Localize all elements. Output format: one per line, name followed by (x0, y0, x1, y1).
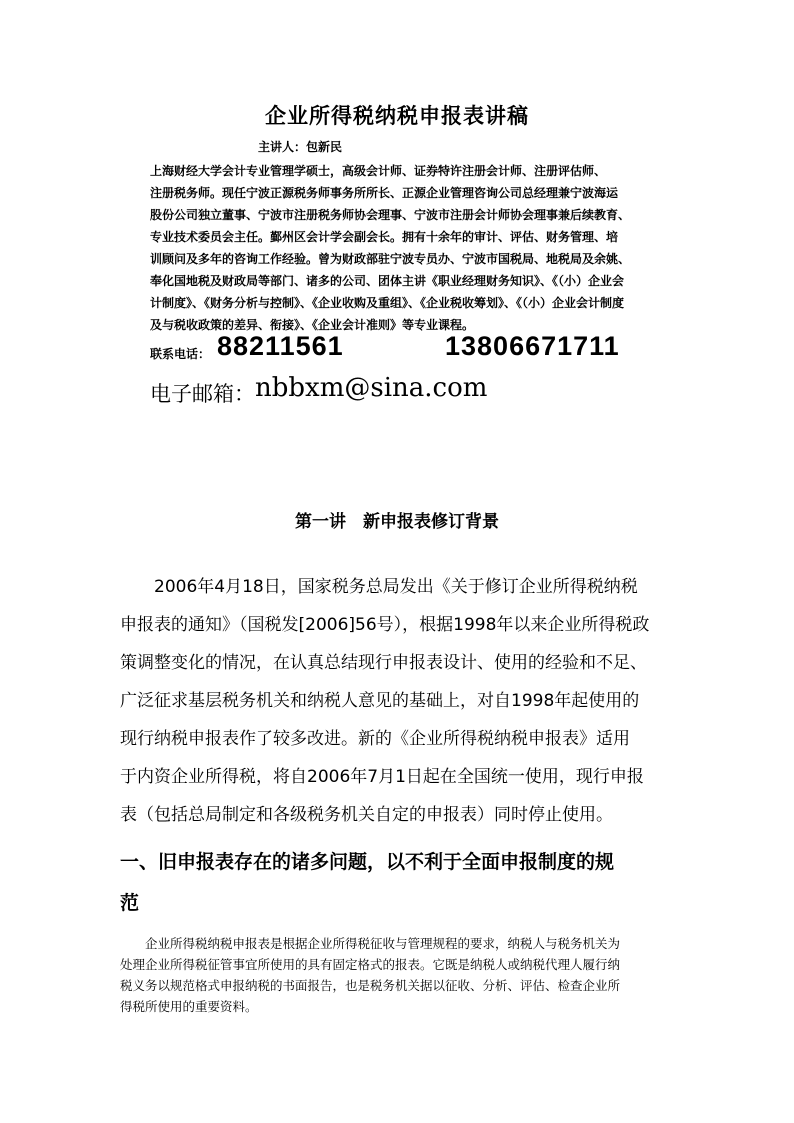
paragraph-line: 税义务以规范格式申报纳税的书面报告，也是税务机关据以征收、分析、评估、检查企业所 (120, 978, 621, 993)
bio-line: 注册税务师。现任宁波正源税务师事务所所长、正源企业管理咨询公司总经理兼宁波海运 (150, 186, 619, 200)
paragraph-line: 现行纳税申报表作了较多改进。新的《企业所得税纳税申报表》适用 (120, 729, 630, 749)
bio-line: 股份公司独立董事、宁波市注册税务师协会理事、宁波市注册会计师协会理事兼后续教育、 (150, 208, 631, 222)
section-heading: 第一讲 新申报表修订背景 (295, 512, 499, 532)
subsection-heading-line: 范 (120, 892, 140, 914)
document-title: 企业所得税纳税申报表讲稿 (265, 104, 529, 128)
email-label: 电子邮箱： (150, 382, 255, 406)
paragraph-line: 2006年4月18日，国家税务总局发出《关于修订企业所得税纳税 (120, 577, 638, 597)
bio-line: 计制度》、《财务分析与控制》、《企业收购及重组》、《企业税收筹划》、《（小）企业会计制度 (150, 296, 625, 310)
bio-line: 上海财经大学会计专业管理学硕士，高级会计师、证券特许注册会计师、注册评估师、 (150, 164, 607, 178)
email-address: nbbxm@sina.com (255, 373, 488, 403)
phone-number: 88211561 (217, 331, 344, 361)
bio-line: 及与税收政策的差异、衔接》、《企业会计准则》等专业课程。 (150, 318, 475, 332)
bio-line: 专业技术委员会主任。鄞州区会计学会副会长。拥有十余年的审计、评估、财务管理、培 (150, 230, 619, 244)
paragraph-line: 处理企业所得税征管事宜所使用的具有固定格式的报表。它既是纳税人或纳税代理人履行纳 (120, 957, 621, 972)
paragraph-line: 策调整变化的情况，在认真总结现行申报表设计、使用的经验和不足、 (120, 653, 647, 673)
phone-label: 联系电话： (150, 347, 211, 361)
paragraph-line: 表（包括总局制定和各级税务机关自定的申报表）同时停止使用。 (120, 805, 613, 825)
presenter-line: 主讲人：包新民 (258, 140, 343, 154)
paragraph-line: 企业所得税纳税申报表是根据企业所得税征收与管理规程的要求，纳税人与税务机关为 (120, 936, 621, 951)
subsection-heading-line: 一、旧申报表存在的诸多问题，以不利于全面申报制度的规 (120, 851, 615, 873)
mobile-number: 13806671711 (445, 331, 620, 361)
paragraph-line: 于内资企业所得税，将自2006年7月1日起在全国统一使用，现行申报 (120, 767, 644, 787)
paragraph-line: 得税所使用的重要资料。 (120, 999, 258, 1014)
paragraph-line: 申报表的通知》（国税发[2006]56号），根据1998年以来企业所得税政 (120, 615, 650, 635)
paragraph-line: 广泛征求基层税务机关和纳税人意见的基础上，对自1998年起使用的 (120, 691, 640, 711)
bio-line: 奉化国地税及财政局等部门、诸多的公司、团体主讲《职业经理财务知识》、《（小）企业会 (150, 274, 625, 288)
bio-line: 训顾问及多年的咨询工作经验。曾为财政部驻宁波专员办、宁波市国税局、地税局及余姚、 (150, 252, 631, 266)
